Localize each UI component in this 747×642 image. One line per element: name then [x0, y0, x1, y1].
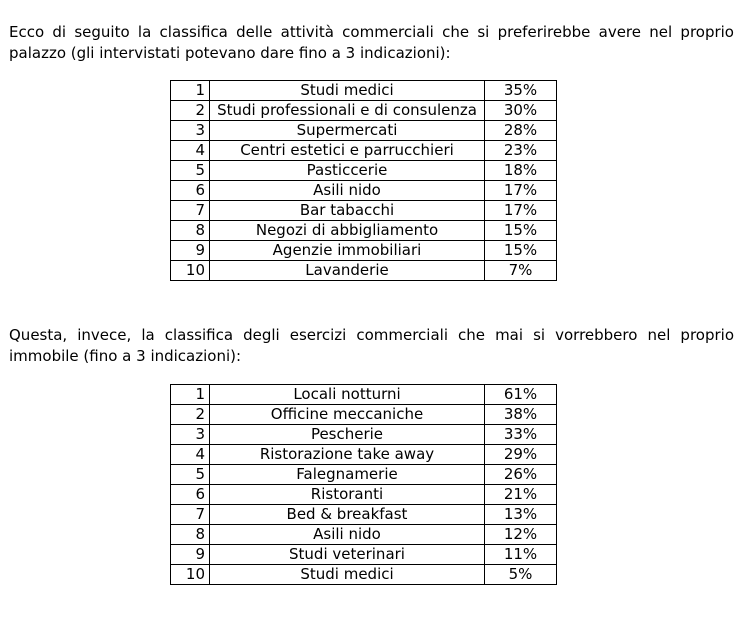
intro-paragraph: Ecco di seguito la classifica delle attività commerciali che si preferirebbe avere nel proprio palazzo (gli intervistati potevano dare fino a 3 indicazioni): [9, 23, 734, 62]
unwanted-paragraph: Questa, invece, la classifica degli esercizi commerciali che mai si vorrebbero nel proprio immobile (fino a 3 indicazioni): [9, 326, 734, 365]
rank-cell: 4 [171, 445, 210, 465]
percentage-cell: 29% [485, 445, 557, 465]
percentage-cell: 26% [485, 465, 557, 485]
table-row [171, 141, 557, 161]
preferred-businesses-table [170, 80, 557, 281]
rank-cell: 7 [171, 505, 210, 525]
percentage-cell: 15% [485, 241, 557, 261]
table-row [171, 221, 557, 241]
percentage-cell: 15% [485, 221, 557, 241]
percentage-cell: 23% [485, 141, 557, 161]
business-name-cell: Studi veterinari [210, 545, 485, 565]
rank-cell: 1 [171, 385, 210, 405]
table-row [171, 121, 557, 141]
percentage-cell: 17% [485, 181, 557, 201]
preferred-businesses-rows [171, 81, 557, 281]
business-name-cell: Bar tabacchi [210, 201, 485, 221]
percentage-cell: 21% [485, 485, 557, 505]
rank-cell: 2 [171, 405, 210, 425]
business-name-cell: Lavanderie [210, 261, 485, 281]
business-name-cell: Asili nido [210, 525, 485, 545]
percentage-cell: 18% [485, 161, 557, 181]
business-name-cell: Supermercati [210, 121, 485, 141]
rank-cell: 1 [171, 81, 210, 101]
table-row [171, 385, 557, 405]
percentage-cell: 38% [485, 405, 557, 425]
rank-cell: 10 [171, 261, 210, 281]
business-name-cell: Studi professionali e di consulenza [210, 101, 485, 121]
business-name-cell: Pasticcerie [210, 161, 485, 181]
rank-cell: 7 [171, 201, 210, 221]
rank-cell: 5 [171, 161, 210, 181]
rank-cell: 3 [171, 425, 210, 445]
table-row [171, 525, 557, 545]
business-name-cell: Agenzie immobiliari [210, 241, 485, 261]
table-row [171, 241, 557, 261]
rank-cell: 3 [171, 121, 210, 141]
business-name-cell: Ristorazione take away [210, 445, 485, 465]
rank-cell: 8 [171, 525, 210, 545]
rank-cell: 9 [171, 241, 210, 261]
business-name-cell: Asili nido [210, 181, 485, 201]
rank-cell: 6 [171, 485, 210, 505]
percentage-cell: 61% [485, 385, 557, 405]
table-row [171, 545, 557, 565]
percentage-cell: 11% [485, 545, 557, 565]
table-row [171, 465, 557, 485]
percentage-cell: 28% [485, 121, 557, 141]
percentage-cell: 35% [485, 81, 557, 101]
business-name-cell: Bed & breakfast [210, 505, 485, 525]
table-row [171, 485, 557, 505]
unwanted-businesses-table [170, 384, 557, 585]
business-name-cell: Officine meccaniche [210, 405, 485, 425]
table-row [171, 425, 557, 445]
table-row [171, 201, 557, 221]
rank-cell: 4 [171, 141, 210, 161]
table-row [171, 101, 557, 121]
percentage-cell: 7% [485, 261, 557, 281]
table-row [171, 505, 557, 525]
table-row [171, 161, 557, 181]
rank-cell: 5 [171, 465, 210, 485]
percentage-cell: 17% [485, 201, 557, 221]
percentage-cell: 33% [485, 425, 557, 445]
business-name-cell: Locali notturni [210, 385, 485, 405]
percentage-cell: 5% [485, 565, 557, 585]
rank-cell: 6 [171, 181, 210, 201]
table-row [171, 181, 557, 201]
business-name-cell: Negozi di abbigliamento [210, 221, 485, 241]
business-name-cell: Pescherie [210, 425, 485, 445]
table-row [171, 405, 557, 425]
table-row [171, 261, 557, 281]
percentage-cell: 12% [485, 525, 557, 545]
percentage-cell: 30% [485, 101, 557, 121]
business-name-cell: Studi medici [210, 565, 485, 585]
rank-cell: 2 [171, 101, 210, 121]
rank-cell: 10 [171, 565, 210, 585]
business-name-cell: Studi medici [210, 81, 485, 101]
unwanted-businesses-rows [171, 385, 557, 585]
rank-cell: 9 [171, 545, 210, 565]
business-name-cell: Ristoranti [210, 485, 485, 505]
table-row [171, 445, 557, 465]
rank-cell: 8 [171, 221, 210, 241]
table-row [171, 565, 557, 585]
table-row [171, 81, 557, 101]
business-name-cell: Falegnamerie [210, 465, 485, 485]
percentage-cell: 13% [485, 505, 557, 525]
business-name-cell: Centri estetici e parrucchieri [210, 141, 485, 161]
